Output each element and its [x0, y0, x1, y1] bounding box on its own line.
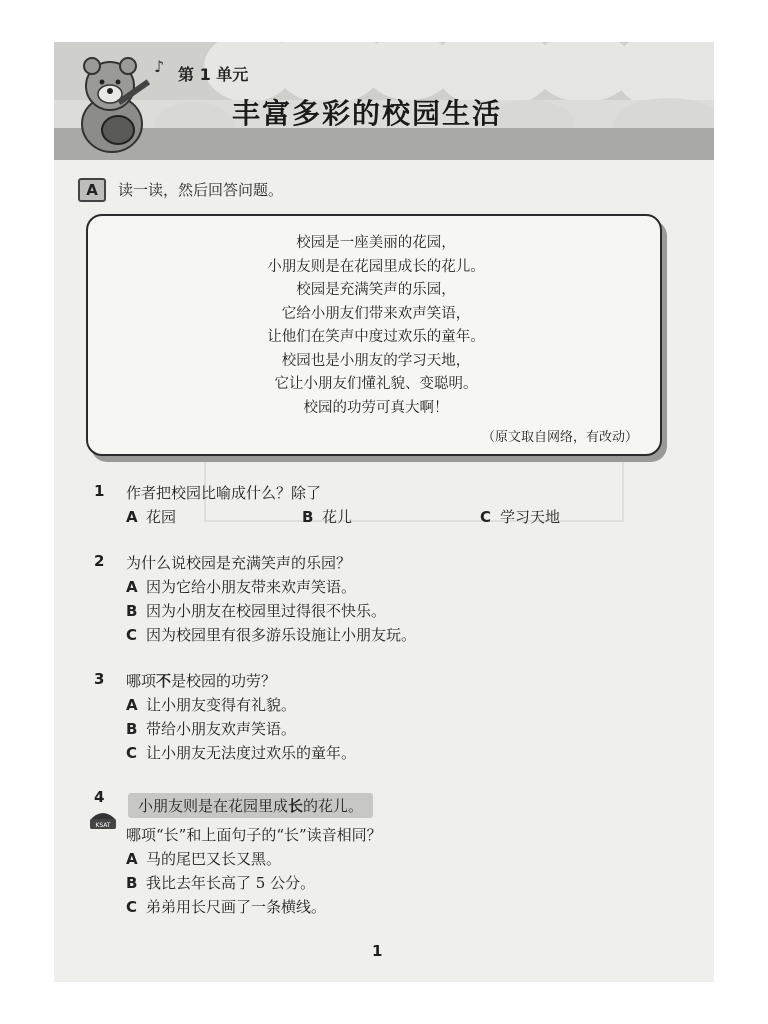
unit-title: 丰富多彩的校园生活 — [232, 97, 503, 130]
option-c[interactable]: C 让小朋友无法度过欢乐的童年。 — [126, 744, 357, 762]
question-number: 2 — [94, 552, 105, 570]
ksat-badge-icon — [88, 806, 118, 830]
option-b[interactable]: B 我比去年长高了 5 公分。 — [126, 874, 316, 892]
section-instruction: 读一读，然后回答问题。 — [118, 181, 284, 199]
option-b[interactable]: B 因为小朋友在校园里过得很不快乐。 — [126, 602, 387, 620]
passage-box — [86, 214, 662, 456]
passage-line: 校园也是小朋友的学习天地， — [281, 352, 471, 369]
question-number: 1 — [94, 482, 105, 500]
option-a[interactable]: A 马的尾巴又长又黑。 — [126, 850, 282, 868]
bear-guitar-mascot-icon — [68, 52, 178, 156]
svg-text:♪: ♪ — [154, 57, 165, 76]
emphasis-word: 不 — [156, 672, 172, 690]
passage-text — [88, 232, 664, 420]
option-b[interactable]: B 带给小朋友欢声笑语。 — [126, 720, 297, 738]
question-number: 3 — [94, 670, 105, 688]
question-text: 为什么说校园是充满笑声的乐园？ — [126, 554, 352, 572]
question-number: 4 — [94, 788, 105, 806]
passage-line: 校园是充满笑声的乐园， — [296, 282, 456, 298]
passage-source: （原文取自网络，有改动） — [481, 430, 638, 445]
option-c[interactable]: C 学习天地 — [480, 508, 561, 526]
option-b[interactable]: B 花儿 — [302, 508, 353, 526]
quoted-sentence: 小朋友则是在花园里成长的花儿。 — [128, 793, 373, 818]
unit-label: 第 1 单元 — [178, 65, 249, 84]
question-text: 哪项不是校园的功劳？ — [126, 672, 277, 690]
emphasis-word: 长 — [288, 797, 304, 815]
page-number: 1 — [372, 942, 383, 960]
passage-line: 让他们在笑声中度过欢乐的童年。 — [267, 329, 485, 345]
option-a[interactable]: A 因为它给小朋友带来欢声笑语。 — [126, 578, 357, 596]
section-badge: A — [78, 178, 106, 202]
unit-banner — [54, 42, 714, 160]
svg-text:KSAT: KSAT — [95, 822, 111, 829]
passage-line: 它让小朋友们懂礼貌、变聪明。 — [274, 376, 478, 392]
passage-line: 校园是一座美丽的花园， — [296, 235, 456, 251]
question-text: 哪项“长”和上面句子的“长”读音相同？ — [126, 826, 382, 844]
worksheet-page — [54, 42, 714, 982]
handwritten-note: 除了 — [291, 484, 322, 502]
passage-line: 它给小朋友们带来欢声笑语， — [281, 305, 471, 322]
passage-line: 小朋友则是在花园里成长的花儿。 — [267, 258, 485, 275]
option-c[interactable]: C 弟弟用长尺画了一条横线。 — [126, 898, 327, 916]
option-a[interactable]: A 让小朋友变得有礼貌。 — [126, 696, 297, 714]
option-c[interactable]: C 因为校园里有很多游乐设施让小朋友玩。 — [126, 626, 417, 644]
passage-line: 校园的功劳可真大啊！ — [303, 399, 449, 416]
question-text: 作者把校园比喻成什么？除了 — [126, 484, 322, 502]
option-a[interactable]: A 花园 — [126, 508, 177, 526]
